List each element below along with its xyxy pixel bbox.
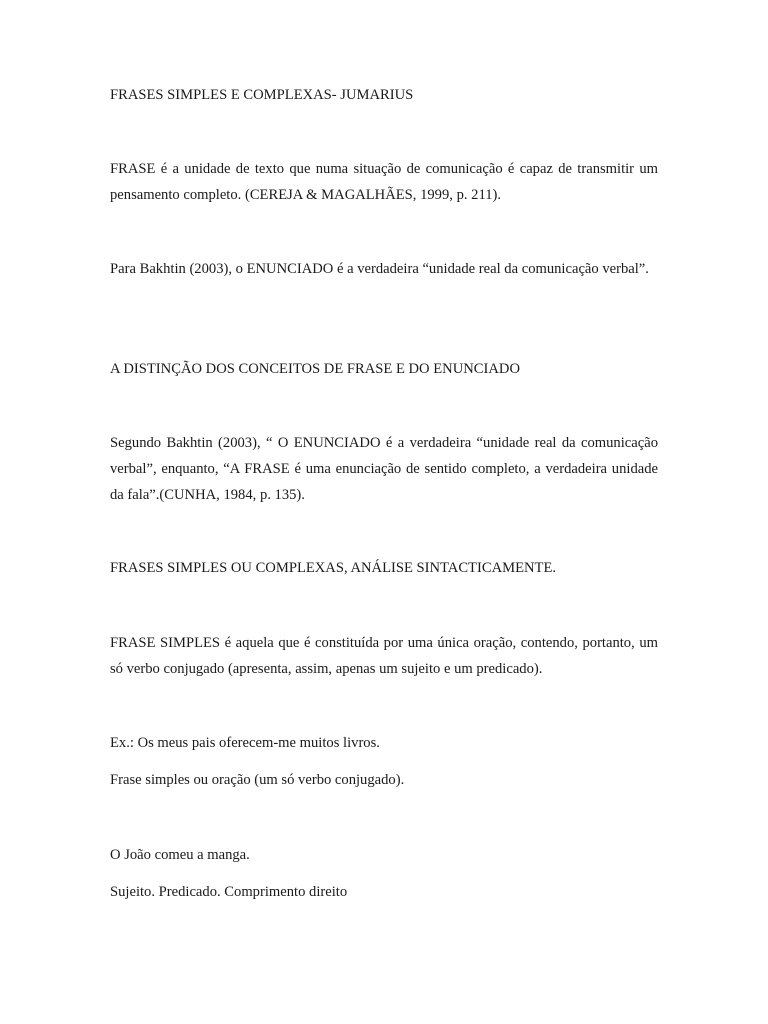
document-title: FRASES SIMPLES E COMPLEXAS- JUMARIUS bbox=[110, 87, 414, 103]
document-page bbox=[110, 0, 658, 1024]
paragraph-frase-definition: FRASE é a unidade de texto que numa situação de comunicação é capaz de transmitir um pensamento completo. (CEREJA & MAGALHÃES, 1999, p. 211). bbox=[110, 161, 658, 203]
paragraph-bakhtin-enunciado: Para Bakhtin (2003), o ENUNCIADO é a verdadeira “unidade real da comunicação verbal”. bbox=[110, 261, 649, 277]
example-sentence-2-analysis: Sujeito. Predicado. Comprimento direito bbox=[110, 884, 348, 900]
example-sentence-2: O João comeu a manga. bbox=[110, 847, 250, 863]
paragraph-segundo-bakhtin: Segundo Bakhtin (2003), “ O ENUNCIADO é a verdadeira “unidade real da comunicação verbal”, enquanto, “A FRASE é uma enunciação de sentido completo, a verdadeira unidade da fala”.(CUNHA, 1984, p. 135). bbox=[110, 435, 658, 503]
section-heading-analysis: FRASES SIMPLES OU COMPLEXAS, ANÁLISE SINTACTICAMENTE. bbox=[110, 560, 557, 576]
example-sentence-1-note: Frase simples ou oração (um só verbo conjugado). bbox=[110, 772, 405, 788]
paragraph-frase-simples: FRASE SIMPLES é aquela que é constituída por uma única oração, contendo, portanto, um só verbo conjugado (apresenta, assim, apenas um sujeito e um predicado). bbox=[110, 635, 658, 677]
section-heading-distinction: A DISTINÇÃO DOS CONCEITOS DE FRASE E DO ENUNCIADO bbox=[110, 361, 520, 377]
example-sentence-1: Ex.: Os meus pais oferecem-me muitos livros. bbox=[110, 735, 380, 751]
